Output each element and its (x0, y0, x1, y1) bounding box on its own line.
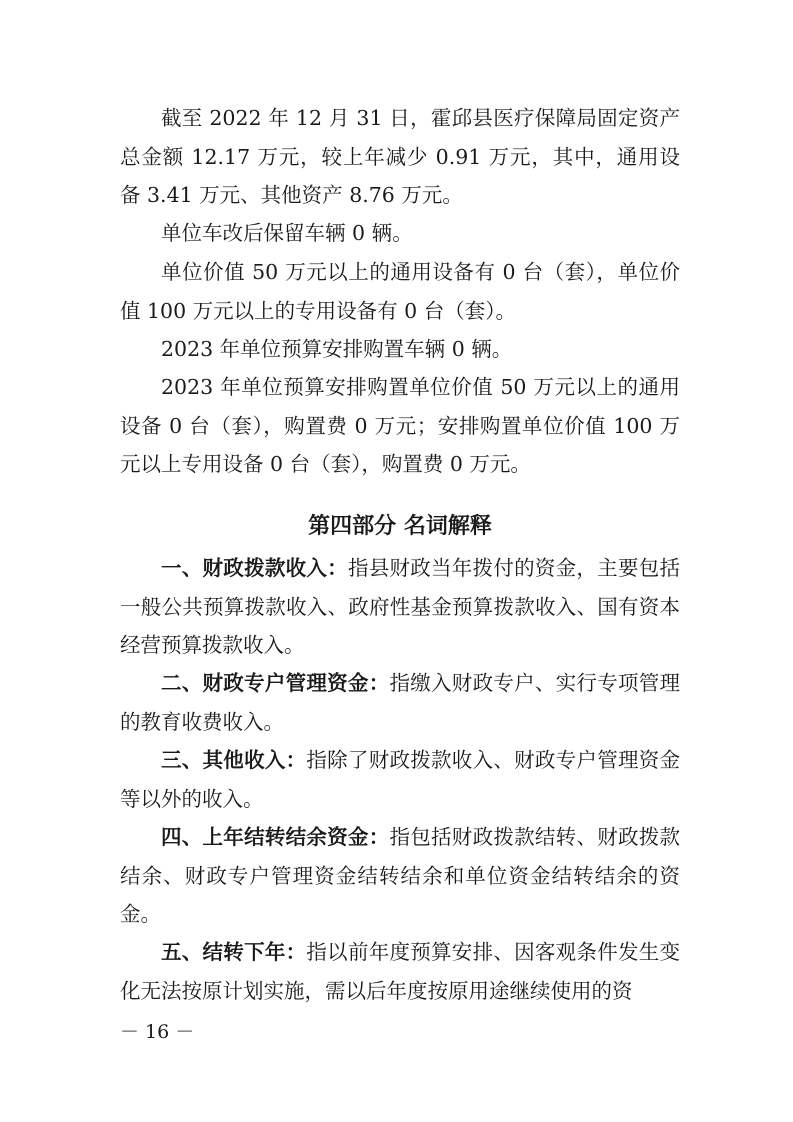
definition-term: 三、其他收入： (161, 748, 307, 772)
definition-item (120, 549, 680, 665)
definition-text: 指县财政当年拨付的资金，主要包括一般公共预算拨款收入、政府性基金预算拨款收入、国有资本经营预算拨款收入。 (120, 556, 680, 657)
definition-term: 一、财政拨款收入： (161, 556, 348, 580)
definition-item (120, 664, 680, 741)
definition-text: 指除了财政拨款收入、财政专户管理资金等以外的收入。 (120, 748, 681, 811)
definition-term: 四、上年结转结余资金： (161, 825, 390, 849)
paragraph-equipment-purchase: 2023 年单位预算安排购置单位价值 50 万元以上的通用设备 0 台（套），购置费 0 万元；安排购置单位价值 100 万元以上专用设备 0 台（套），购置费 0 万元。 (120, 375, 680, 476)
paragraph-vehicles-retained: 单位车改后保留车辆 0 辆。 (161, 221, 413, 245)
definition-text: 指包括财政拨款结转、财政拨款结余、财政专户管理资金结转结余和单位资金结转结余的资金。 (120, 825, 681, 926)
definition-item (120, 741, 680, 818)
definition-item (120, 933, 680, 1010)
definition-text: 指以前年度预算安排、因客观条件发生变化无法按原计划实施，需以后年度按原用途继续使用的资 (120, 940, 681, 1003)
definition-term: 二、财政专户管理资金： (161, 671, 390, 695)
page-number: － 16 － (120, 1021, 195, 1043)
section-title: 第四部分 名词解释 (308, 514, 492, 539)
paragraph-equipment-value: 单位价值 50 万元以上的通用设备有 0 台（套），单位价值 100 万元以上的专用设备有 0 台（套）。 (120, 260, 680, 323)
definition-term: 五、结转下年： (161, 940, 307, 964)
paragraph-fixed-assets: 截至 2022 年 12 月 31 日，霍邱县医疗保障局固定资产总金额 12.17 万元，较上年减少 0.91 万元，其中，通用设备 3.41 万元、其他资产 8.76 万元。 (120, 106, 680, 207)
paragraph-vehicle-purchase: 2023 年单位预算安排购置车辆 0 辆。 (161, 337, 513, 361)
definition-item (120, 818, 680, 934)
definition-text: 指缴入财政专户、实行专项管理的教育收费收入。 (120, 671, 681, 734)
